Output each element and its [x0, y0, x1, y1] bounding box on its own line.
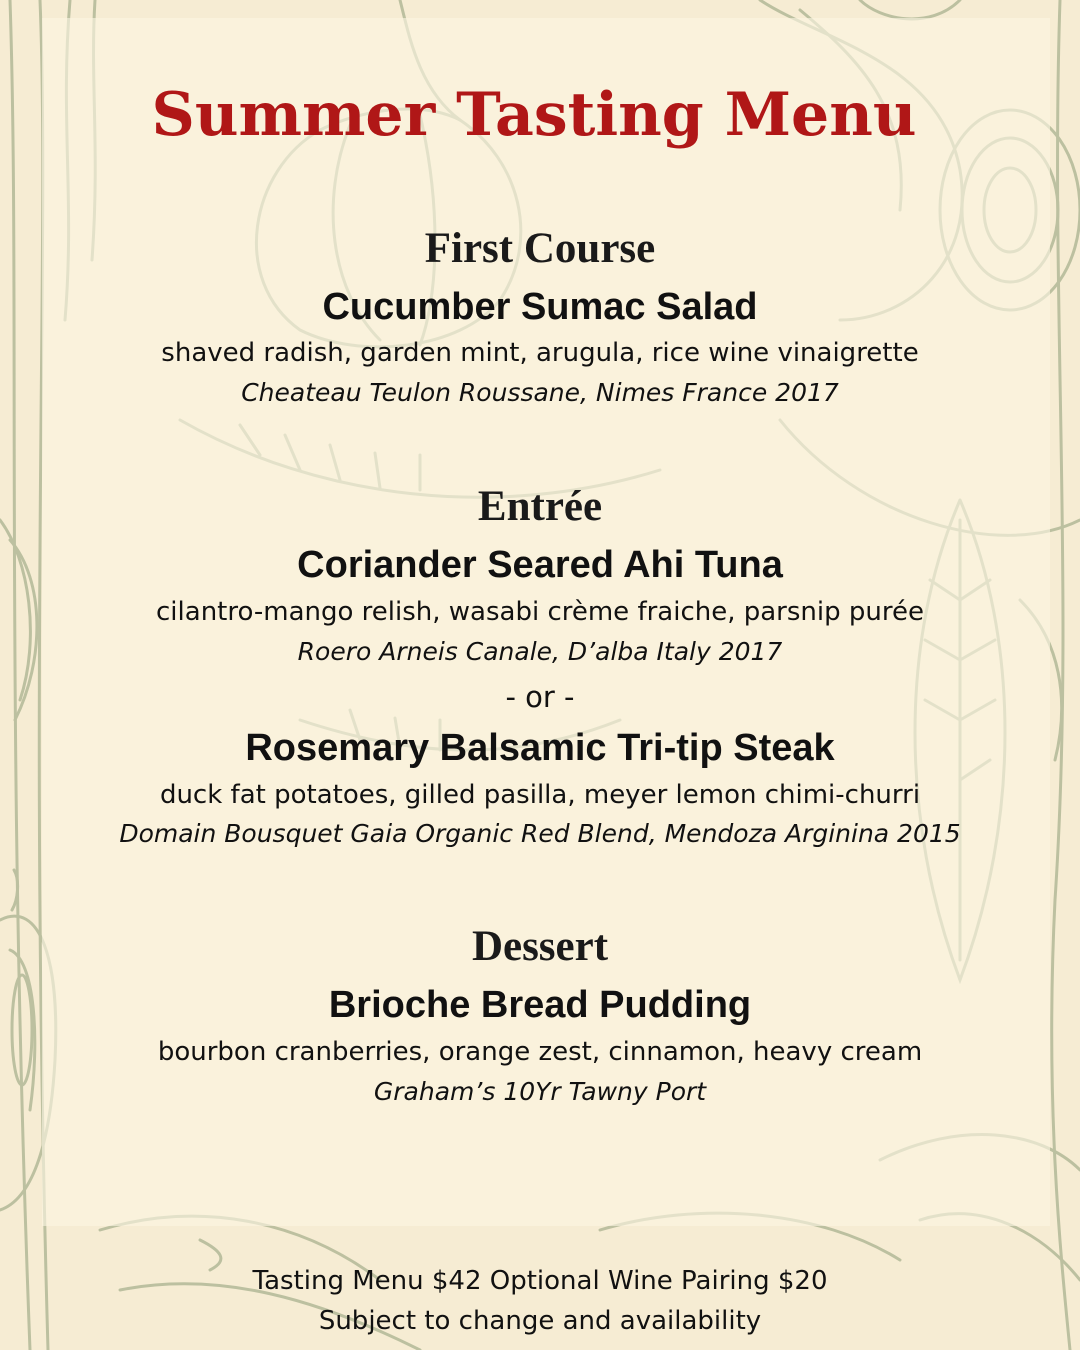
wine-pairing: Graham’s 10Yr Tawny Port: [373, 1077, 707, 1106]
availability-note: Subject to change and availability: [318, 1306, 762, 1336]
wine-pairing: Roero Arneis Canale, D’alba Italy 2017: [297, 637, 783, 666]
dish-description: shaved radish, garden mint, arugula, rice wine vinaigrette: [161, 338, 919, 368]
dish-name: Rosemary Balsamic Tri-tip Steak: [245, 727, 835, 769]
or-separator: - or -: [505, 680, 575, 714]
menu-title: Summer Tasting Menu: [151, 80, 917, 150]
dish-name: Brioche Bread Pudding: [328, 984, 752, 1026]
dish-name: Coriander Seared Ahi Tuna: [297, 544, 783, 586]
course-heading-entree: Entrée: [477, 483, 603, 530]
wine-pairing: Domain Bousquet Gaia Organic Red Blend, Mendoza Arginina 2015: [119, 819, 961, 848]
course-heading-first-course: First Course: [424, 225, 656, 272]
dish-name: Cucumber Sumac Salad: [322, 286, 758, 328]
dish-description: duck fat potatoes, gilled pasilla, meyer lemon chimi-churri: [159, 780, 921, 810]
pricing-note: Tasting Menu $42 Optional Wine Pairing $20: [252, 1266, 828, 1296]
dish-description: cilantro-mango relish, wasabi crème fraiche, parsnip purée: [156, 597, 924, 627]
wine-pairing: Cheateau Teulon Roussane, Nimes France 2017: [241, 378, 839, 407]
dish-description: bourbon cranberries, orange zest, cinnamon, heavy cream: [157, 1037, 923, 1067]
course-heading-dessert: Dessert: [471, 923, 609, 970]
